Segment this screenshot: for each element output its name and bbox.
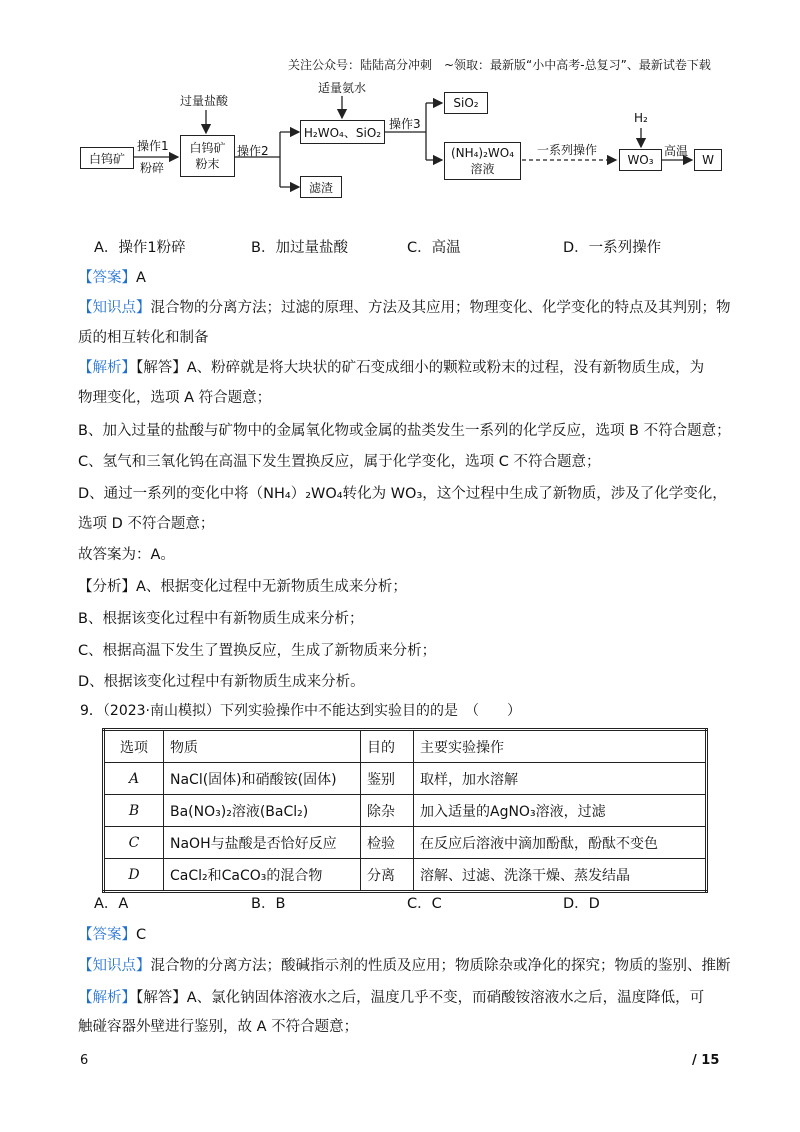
q8-option-d: D．一系列操作: [563, 240, 662, 256]
q8-analysis-2: 物理变化，选项 A 符合题意；: [78, 390, 272, 406]
q8-conclusion: 故答案为：A。: [78, 547, 175, 563]
answer-tag: 【答案】: [78, 927, 136, 943]
header-cell: 目的: [361, 730, 414, 763]
powder-box: [180, 135, 235, 177]
q8-option-c: C．高温: [407, 240, 461, 256]
series-label: 一系列操作: [537, 143, 598, 157]
hightemp-label: 高温: [664, 144, 689, 158]
kp-text: 混合物的分离方法；酸碱指示剂的性质及应用；物质除杂或净化的探究；物质的鉴别、推断: [150, 958, 731, 974]
q9-analysis: [78, 986, 704, 1007]
row-purpose: 鉴别: [361, 763, 414, 795]
q8-option-a: A．操作1粉碎: [94, 240, 186, 256]
wo3-box: WO₃: [619, 149, 662, 171]
q9-option-c: C．C: [407, 896, 442, 912]
row-option: B: [104, 795, 164, 827]
solution-line1: (NH₄)₂WO₄: [450, 146, 515, 160]
header-cell: 主要实验操作: [414, 730, 707, 763]
crush-label: 粉碎: [140, 161, 165, 175]
row-substance: Ba(NO₃)₂溶液(BaCl₂): [164, 795, 361, 827]
q9-option-b: B．B: [251, 896, 286, 912]
q9-option-a: A．A: [94, 896, 129, 912]
answer-tag: 【答案】: [78, 270, 136, 286]
ammonia-label: 适量氨水: [318, 81, 367, 95]
q8-fenxi-3: C、根据高温下发生了置换反应，生成了新物质来分析；: [78, 643, 437, 659]
row-option: C: [104, 827, 164, 859]
q8-analysis-6: 选项 D 不符合题意；: [78, 516, 215, 532]
q9-knowledge-point: [78, 954, 731, 975]
q9-stem: 9．（2023·南山模拟）下列实验操作中不能达到实验目的的是 （ ）: [80, 703, 521, 719]
table-row: [104, 763, 707, 795]
w-box: W: [694, 149, 722, 171]
kp-tag: 【知识点】: [78, 300, 151, 316]
row-purpose: 检验: [361, 827, 414, 859]
row-substance: NaOH与盐酸是否恰好反应: [164, 827, 361, 859]
flow-arrows: [0, 0, 800, 220]
q8-option-b: B．加过量盐酸: [251, 240, 348, 256]
kp-tag: 【知识点】: [78, 958, 151, 974]
op3-label: 操作3: [389, 117, 421, 131]
kp-text: 混合物的分离方法；过滤的原理、方法及其应用；物理变化、化学变化的特点及其判别；物: [150, 300, 731, 316]
row-purpose: 分离: [361, 859, 414, 892]
page-total: / 15: [692, 1053, 720, 1068]
op2-label: 操作2: [237, 144, 269, 158]
q8-analysis: [78, 356, 704, 377]
page-number: 6: [80, 1053, 89, 1068]
solution-line2: 溶液: [470, 162, 495, 176]
analysis-tag: 【解析】: [78, 360, 136, 376]
q8-knowledge-point: [78, 296, 731, 317]
op1-label: 操作1: [137, 139, 169, 153]
q9-answer: [78, 923, 146, 944]
q9-option-d: D．D: [563, 896, 600, 912]
row-option: A: [104, 763, 164, 795]
row-operation: 加入适量的AgNO₃溶液，过滤: [414, 795, 707, 827]
q8-fenxi-1: 【分析】A、根据变化过程中无新物质生成来分析；: [78, 579, 407, 595]
table-row: [104, 795, 707, 827]
header-cell: 选项: [104, 730, 164, 763]
answer-value: A: [136, 270, 146, 286]
q8-fenxi-4: D、根据该变化过程中有新物质生成来分析。: [78, 674, 365, 690]
header-cell: 物质: [164, 730, 361, 763]
table-row: [104, 827, 707, 859]
ore-box: 白钨矿: [80, 147, 134, 169]
sio2-box: SiO₂: [444, 92, 488, 114]
page-header: 关注公众号：陆陆高分冲刺 ~领取：最新版“小中高考-总复习”、最新试卷下载: [288, 58, 711, 72]
h2-label: H₂: [634, 111, 648, 125]
powder-line2: 粉末: [195, 157, 220, 171]
q8-analysis-4: C、氢气和三氧化钨在高温下发生置换反应，属于化学变化，选项 C 不符合题意；: [78, 454, 601, 470]
row-substance: CaCl₂和CaCO₃的混合物: [164, 859, 361, 892]
table-row: [104, 859, 707, 892]
table-header-row: [104, 730, 707, 763]
row-option: D: [104, 859, 164, 892]
row-operation: 在反应后溶液中滴加酚酞，酚酞不变色: [414, 827, 707, 859]
acid-label: 过量盐酸: [180, 94, 229, 108]
analysis-text: 【解答】A、氯化钠固体溶液水之后，温度几乎不变，而硝酸铵溶液水之后，温度降低，可: [136, 990, 705, 1006]
row-operation: 取样，加水溶解: [414, 763, 707, 795]
row-operation: 溶解、过滤、洗涤干燥、蒸发结晶: [414, 859, 707, 892]
q8-answer: [78, 266, 146, 287]
row-purpose: 除杂: [361, 795, 414, 827]
solution-box: [444, 142, 521, 180]
q9-table: [102, 728, 708, 893]
row-substance: NaCl(固体)和硝酸铵(固体): [164, 763, 361, 795]
mix-box: H₂WO₄、SiO₂: [300, 120, 385, 144]
q8-fenxi-2: B、根据该变化过程中有新物质生成来分析；: [78, 611, 364, 627]
q9-analysis-2: 触碰容器外壁进行鉴别，故 A 不符合题意；: [78, 1019, 359, 1035]
residue-box: 滤渣: [300, 176, 342, 198]
q8-analysis-5: D、通过一系列的变化中将（NH₄）₂WO₄转化为 WO₃，这个过程中生成了新物质，涉及了化学变化，: [78, 486, 727, 502]
analysis-text: 【解答】A、粉碎就是将大块状的矿石变成细小的颗粒或粉末的过程，没有新物质生成，为: [136, 360, 705, 376]
powder-line1: 白钨矿: [189, 141, 226, 155]
q8-kp-cont: 质的相互转化和制备: [78, 330, 209, 346]
q8-analysis-3: B、加入过量的盐酸与矿物中的金属氧化物或金属的盐类发生一系列的化学反应，选项 B 不符合题意；: [78, 423, 731, 439]
analysis-tag: 【解析】: [78, 990, 136, 1006]
answer-value: C: [136, 927, 147, 943]
